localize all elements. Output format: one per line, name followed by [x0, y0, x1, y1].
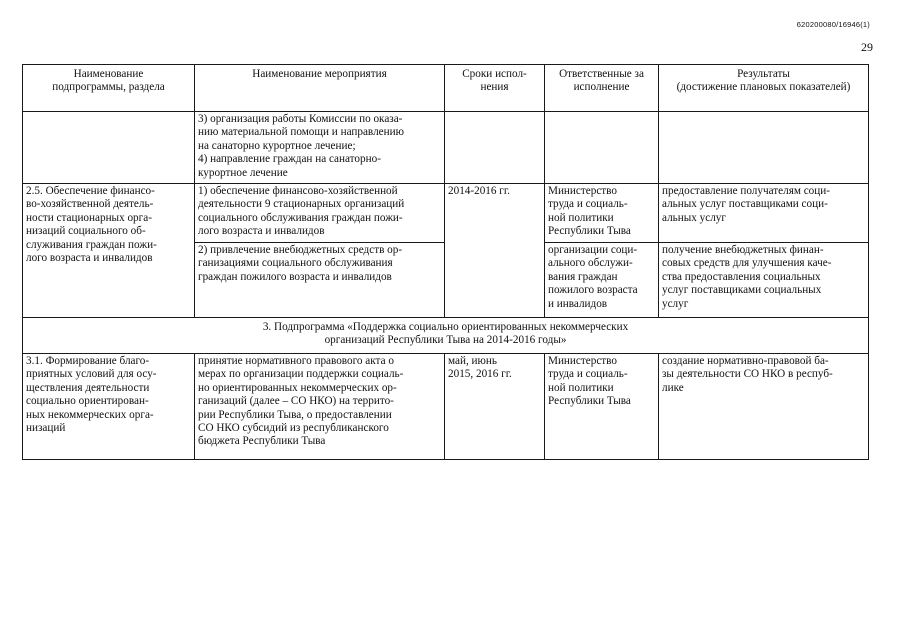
cell-result — [659, 243, 869, 318]
text-line: курортное лечение — [198, 166, 288, 179]
text-line: 2) привлечение внебюджетных средств ор- — [198, 244, 403, 256]
text-line: бюджета Республики Тыва — [198, 435, 326, 448]
text-line: создание нормативно-правовой ба- — [662, 355, 829, 367]
text-line: низаций социального об- — [26, 225, 146, 238]
header-results — [659, 65, 869, 112]
cell-responsible — [545, 243, 659, 318]
text-line: но ориентированных некоммерческих ор- — [198, 381, 397, 394]
program-table — [22, 64, 869, 460]
text-line: услуг — [662, 297, 689, 310]
text-line: альных услуг — [662, 211, 726, 224]
text-line: нию материальной помощи и направлению — [198, 126, 404, 139]
text-line: труда и социаль- — [548, 198, 628, 211]
text-line: зы деятельности СО НКО в респуб- — [662, 368, 833, 381]
cell-empty — [659, 112, 869, 184]
text-line: 4) направление граждан на санаторно- — [198, 153, 381, 166]
text-line: ществления деятельности — [26, 381, 150, 394]
header-responsible — [545, 65, 659, 112]
text-line: низаций — [26, 422, 66, 435]
text-line: Республики Тыва — [548, 225, 631, 238]
table-row-2-5-a — [23, 184, 869, 243]
text-line: граждан пожилого возраста и инвалидов — [198, 270, 392, 283]
cell-section-2-5 — [23, 184, 195, 318]
text-line: 3) организация работы Комиссии по оказа- — [198, 113, 403, 125]
text-line: социально ориентирован- — [26, 395, 149, 408]
text-line: ганизациями социального обслуживания — [198, 257, 393, 270]
text-line: служивания граждан пожи- — [26, 238, 157, 251]
header-line: Результаты — [737, 68, 790, 80]
text-line: социального обслуживания граждан пожи- — [198, 211, 403, 224]
text-line: во-хозяйственной деятель- — [26, 198, 154, 211]
header-line: (достижение плановых показателей) — [676, 81, 851, 94]
text-line: ной политики — [548, 211, 614, 224]
text-line: мерах по организации поддержки социаль- — [198, 368, 404, 381]
header-line: Наименование — [73, 68, 144, 80]
text-line: труда и социаль- — [548, 368, 628, 381]
cell-measure — [195, 243, 445, 318]
header-line: подпрограммы, раздела — [52, 81, 165, 94]
text-line: ной политики — [548, 381, 614, 394]
text-line: на санаторно курортное лечение; — [198, 139, 356, 152]
cell-term — [445, 354, 545, 460]
cell-term — [445, 184, 545, 318]
cell-empty — [545, 112, 659, 184]
text-line: принятие нормативного правового акта о — [198, 355, 394, 367]
text-line: организаций Республики Тыва на 2014-2016 годы» — [324, 334, 567, 347]
text-line: лого возраста и инвалидов — [26, 252, 153, 265]
text-line: приятных условий для осу- — [26, 368, 157, 381]
text-line: пожилого возраста — [548, 284, 638, 297]
text-line: лике — [662, 381, 684, 394]
text-line: получение внебюджетных финан- — [662, 244, 824, 256]
text-line: май, июнь — [448, 355, 497, 367]
text-line: ных некоммерческих орга- — [26, 408, 154, 421]
cell-result — [659, 354, 869, 460]
header-measure — [195, 65, 445, 112]
text-line: Республики Тыва — [548, 395, 631, 408]
text-line: рии Республики Тыва, о предоставлении — [198, 408, 392, 421]
text-line: вания граждан — [548, 270, 618, 283]
text-line: организации соци- — [548, 244, 638, 256]
cell-measure — [195, 354, 445, 460]
text-line: 1) обеспечение финансово-хозяйственной — [198, 185, 398, 197]
cell-measure — [195, 184, 445, 243]
header-line: Ответственные за — [559, 68, 644, 80]
text-line: Министерство — [548, 355, 617, 367]
header-term — [445, 65, 545, 112]
text-line: ности стационарных орга- — [26, 211, 152, 224]
table-row-continuation — [23, 112, 869, 184]
text-line: 3.1. Формирование благо- — [26, 355, 150, 367]
text-line: 2014-2016 гг. — [448, 185, 510, 197]
text-line: деятельности 9 стационарных организаций — [198, 198, 405, 211]
header-line: Сроки испол- — [462, 68, 527, 80]
cell-empty — [23, 112, 195, 184]
header-line: нения — [480, 81, 509, 94]
cell-responsible — [545, 184, 659, 243]
table-row-3-1 — [23, 354, 869, 460]
subprogram-heading-row — [23, 318, 869, 354]
header-section — [23, 65, 195, 112]
cell-result — [659, 184, 869, 243]
cell-responsible — [545, 354, 659, 460]
header-row — [23, 65, 869, 112]
text-line: СО НКО субсидий из республиканского — [198, 422, 389, 435]
text-line: ганизаций (далее – СО НКО) на террито- — [198, 395, 394, 408]
text-line: альных услуг поставщиками соци- — [662, 198, 828, 211]
page-number: 29 — [861, 40, 873, 54]
document-code: 620200080/16946(1) — [796, 20, 870, 29]
subprogram-heading — [23, 318, 869, 354]
text-line: ального обслужи- — [548, 257, 633, 270]
text-line: совых средств для улучшения каче- — [662, 257, 832, 270]
text-line: предоставление получателям соци- — [662, 185, 830, 197]
text-line: 2015, 2016 гг. — [448, 368, 512, 381]
header-line: исполнение — [573, 81, 630, 94]
text-line: лого возраста и инвалидов — [198, 225, 325, 238]
text-line: ства предоставления социальных — [662, 270, 821, 283]
text-line: Министерство — [548, 185, 617, 197]
cell-section-3-1 — [23, 354, 195, 460]
text-line: услуг поставщиками социальных — [662, 284, 822, 297]
text-line: 2.5. Обеспечение финансо- — [26, 185, 155, 197]
cell-empty — [445, 112, 545, 184]
header-line: Наименование мероприятия — [252, 68, 387, 80]
text-line: 3. Подпрограмма «Поддержка социально ориентированных некоммерческих — [262, 321, 629, 333]
cell-measure — [195, 112, 445, 184]
text-line: и инвалидов — [548, 297, 608, 310]
